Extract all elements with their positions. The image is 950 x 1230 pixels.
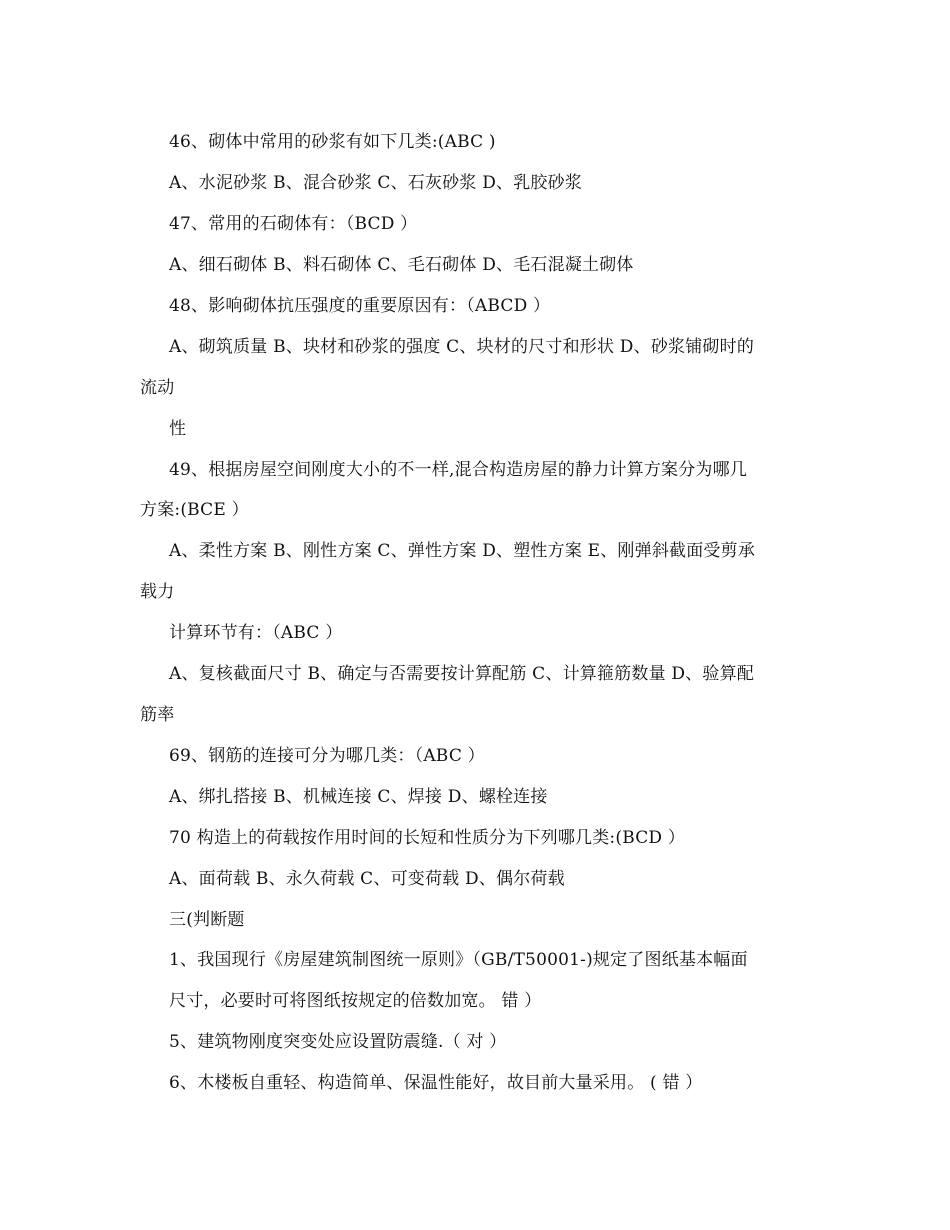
text-line: 5、建筑物刚度突变处应设置防震缝.（ 对 ） xyxy=(169,1032,507,1052)
text-line: A、复核截面尺寸 B、确定与否需要按计算配筋 C、计算箍筋数量 D、验算配 xyxy=(169,664,755,684)
text-line: 70 构造上的荷载按作用时间的长短和性质分为下列哪几类:(BCD ） xyxy=(169,828,686,848)
text-line: 计算环节有：（ABC ） xyxy=(169,623,343,643)
text-line: 尺寸，必要时可将图纸按规定的倍数加宽。 错 ） xyxy=(169,991,542,1011)
text-line: 流动 xyxy=(140,378,175,398)
text-line: 筋率 xyxy=(140,705,175,725)
text-line: 49、根据房屋空间刚度大小的不一样,混合构造房屋的静力计算方案分为哪几 xyxy=(169,460,748,480)
text-line: A、柔性方案 B、刚性方案 C、弹性方案 D、塑性方案 E、刚弹斜截面受剪承 xyxy=(169,541,756,561)
text-line: 69、钢筋的连接可分为哪几类：（ABC ） xyxy=(169,746,485,766)
text-line: 方案:(BCE ） xyxy=(140,500,249,520)
text-line: 47、常用的石砌体有：（BCD ） xyxy=(169,214,418,234)
text-line: 性 xyxy=(169,419,187,439)
text-line: A、砌筑质量 B、块材和砂浆的强度 C、块材的尺寸和形状 D、砂浆铺砌时的 xyxy=(169,337,755,357)
text-line: 46、砌体中常用的砂浆有如下几类:(ABC ) xyxy=(169,132,496,152)
text-line: 载力 xyxy=(140,582,175,602)
text-line: A、细石砌体 B、料石砌体 C、毛石砌体 D、毛石混凝土砌体 xyxy=(169,255,634,275)
text-line: A、面荷载 B、永久荷载 C、可变荷载 D、偶尔荷载 xyxy=(169,869,565,889)
text-line: 1、我国现行《房屋建筑制图统一原则》（GB/T50001-)规定了图纸基本幅面 xyxy=(169,950,748,970)
text-line: A、水泥砂浆 B、混合砂浆 C、石灰砂浆 D、乳胶砂浆 xyxy=(169,173,583,193)
section-heading: 三(判断题 xyxy=(169,910,245,930)
text-line: A、绑扎搭接 B、机械连接 C、焊接 D、螺栓连接 xyxy=(169,787,548,807)
text-line: 6、木楼板自重轻、构造简单、保温性能好，故目前大量采用。 ( 错 ） xyxy=(169,1073,703,1093)
text-line: 48、影响砌体抗压强度的重要原因有：（ABCD ） xyxy=(169,296,551,316)
